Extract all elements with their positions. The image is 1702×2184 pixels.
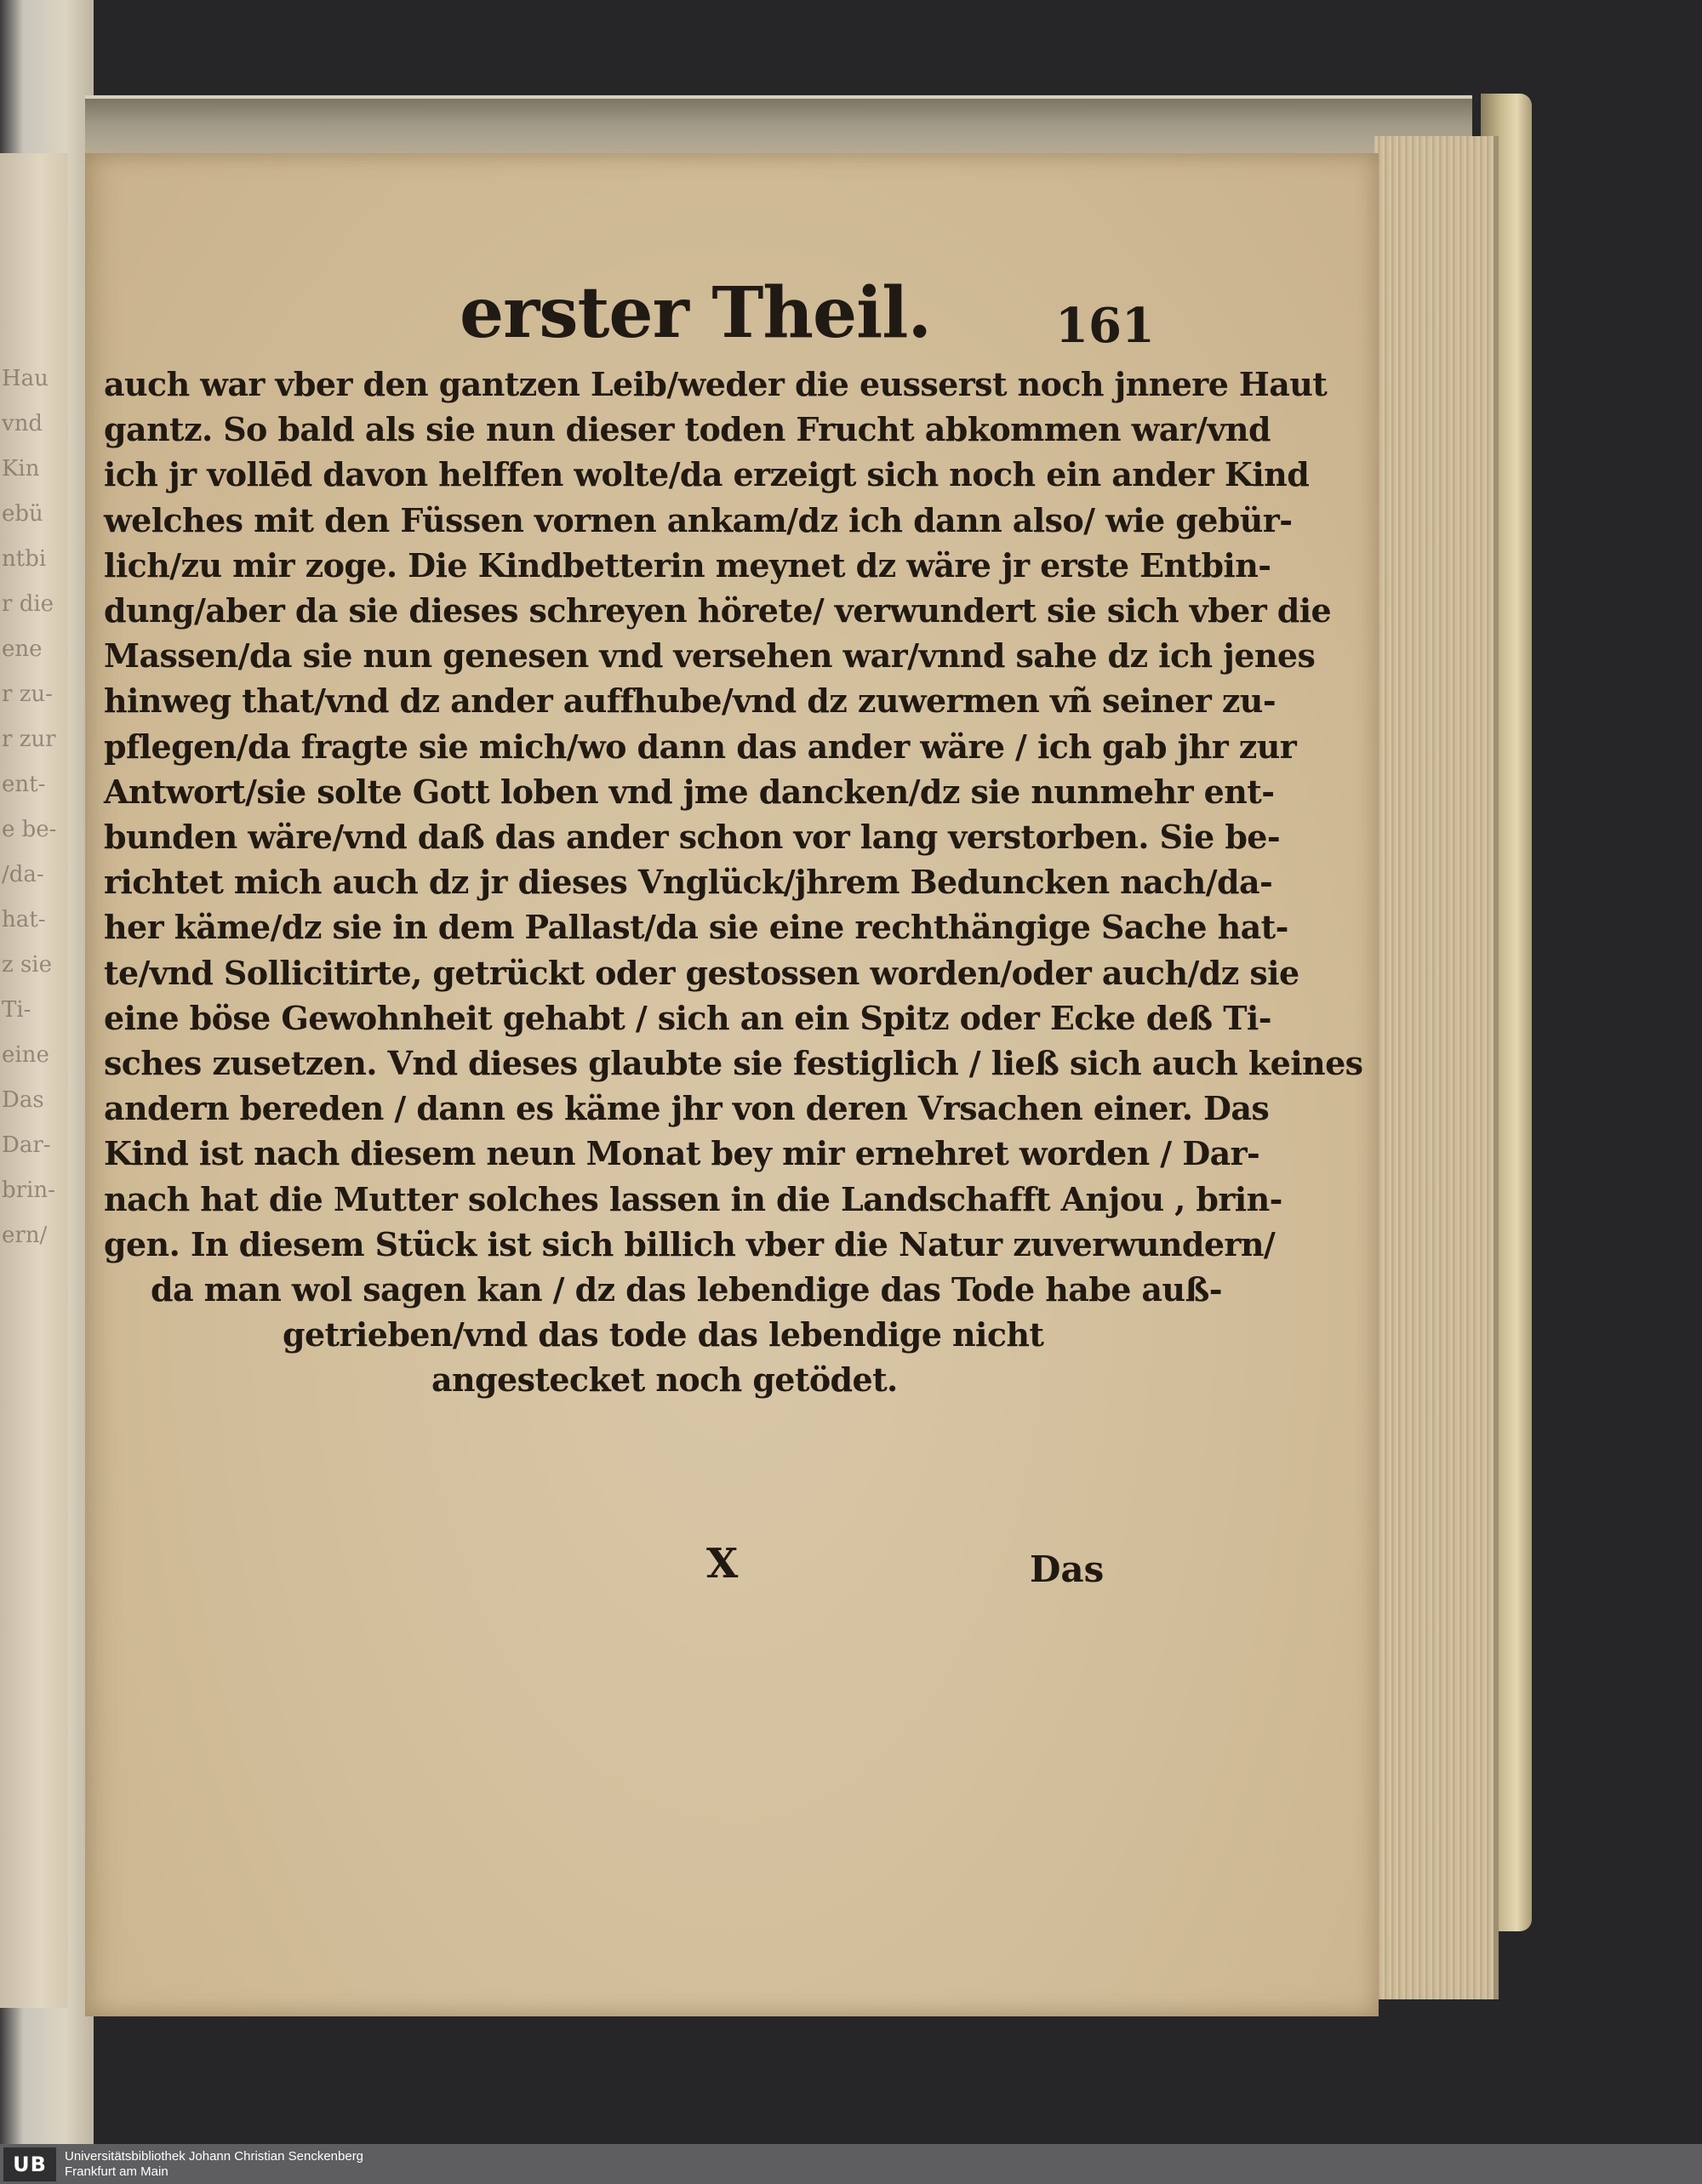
text-line: gen. In diesem Stück ist sich billich vber die Natur zuverwundern/ <box>104 1224 1276 1263</box>
text-line: getrieben/vnd das tode das lebendige nicht <box>283 1315 1044 1354</box>
page-number: 161 <box>1055 298 1155 354</box>
left-page-fragment: e be- <box>2 817 57 842</box>
left-page-fragment: ene <box>2 636 43 662</box>
text-line: angestecket noch getödet. <box>431 1360 898 1400</box>
left-page-fragment: Kin <box>2 456 40 482</box>
left-page-fragment: brin- <box>2 1178 55 1203</box>
left-page-fragment: Hau <box>2 366 49 391</box>
left-page-fragment: r die <box>2 591 54 617</box>
library-city: Frankfurt am Main <box>65 2164 168 2179</box>
left-page-fragment: vnd <box>2 411 43 436</box>
left-page-fragment: Ti- <box>2 997 31 1023</box>
text-line: pflegen/da fragte sie mich/wo dann das ander wäre / ich gab jhr zur <box>104 727 1297 766</box>
text-line: Kind ist nach diesem neun Monat bey mir ernehret worden / Dar- <box>104 1134 1260 1173</box>
running-head: erster Theil. <box>460 272 931 354</box>
text-line: her käme/dz sie in dem Pallast/da sie eine rechthängige Sache hat- <box>104 908 1288 947</box>
text-line: eine böse Gewohnheit gehabt / sich an ein Spitz oder Ecke deß Ti- <box>104 998 1271 1037</box>
left-page-fragment: /da- <box>2 862 44 887</box>
library-name: Universitätsbibliothek Johann Christian Senckenberg <box>65 2148 364 2164</box>
text-line: gantz. So bald als sie nun dieser toden Frucht abkommen war/vnd <box>104 410 1271 449</box>
left-page-fragment: eine <box>2 1042 49 1068</box>
catchword: Das <box>1030 1548 1105 1590</box>
library-logo: UB <box>3 2147 56 2181</box>
left-page-fragment: hat- <box>2 907 46 932</box>
left-page-fragment: r zur <box>2 727 56 752</box>
book-page <box>85 153 1379 2016</box>
left-page-fragment: ent- <box>2 772 46 797</box>
text-line: richtet mich auch dz jr dieses Vnglück/jhrem Beduncken nach/da- <box>104 863 1273 902</box>
footer-bar <box>0 2144 1702 2184</box>
left-page-fragment: z sie <box>2 952 53 978</box>
text-line: nach hat die Mutter solches lassen in die Landschafft Anjou , brin- <box>104 1179 1282 1218</box>
left-page-fragment: ntbi <box>2 546 47 572</box>
text-line: te/vnd Sollicitirte, getrückt oder gestossen worden/oder auch/dz sie <box>104 953 1299 992</box>
page-fore-edge <box>1374 136 1499 1999</box>
left-page-edge <box>0 153 68 2008</box>
left-page-fragment: Dar- <box>2 1132 51 1158</box>
text-line: Massen/da sie nun genesen vnd versehen war/vnnd sahe dz ich jenes <box>104 636 1316 676</box>
text-line: hinweg that/vnd dz ander auffhube/vnd dz zuwermen vñ seiner zu- <box>104 681 1276 721</box>
text-line: Antwort/sie solte Gott loben vnd jme dancken/dz sie nunmehr ent- <box>104 772 1275 811</box>
text-line: lich/zu mir zoge. Die Kindbetterin meynet dz wäre jr erste Entbin- <box>104 545 1271 584</box>
left-page-fragment: Das <box>2 1087 44 1113</box>
text-line: welches mit den Füssen vornen ankam/dz ich dann also/ wie gebür- <box>104 500 1293 539</box>
text-line: ich jr vollēd davon helffen wolte/da erzeigt sich noch ein ander Kind <box>104 455 1310 494</box>
library-credit <box>65 2149 363 2180</box>
text-line: bunden wäre/vnd daß das ander schon vor lang verstorben. Sie be- <box>104 818 1281 857</box>
body-text <box>104 362 1363 1403</box>
left-page-fragment: r zu- <box>2 681 53 707</box>
left-page-fragment: ern/ <box>2 1223 48 1248</box>
left-page-fragment: ebü <box>2 501 43 527</box>
text-line: dung/aber da sie dieses schreyen hörete/ verwundert sie sich vber die <box>104 591 1332 630</box>
text-line: sches zusetzen. Vnd dieses glaubte sie festiglich / ließ sich auch keines <box>104 1044 1363 1083</box>
signature-mark: X <box>706 1540 739 1588</box>
text-line: auch war vber den gantzen Leib/weder die eusserst noch jnnere Haut <box>104 365 1328 403</box>
text-line: andern bereden / dann es käme jhr von deren Vrsachen einer. Das <box>104 1089 1270 1128</box>
text-line: da man wol sagen kan / dz das lebendige das Tode habe auß- <box>151 1270 1222 1309</box>
